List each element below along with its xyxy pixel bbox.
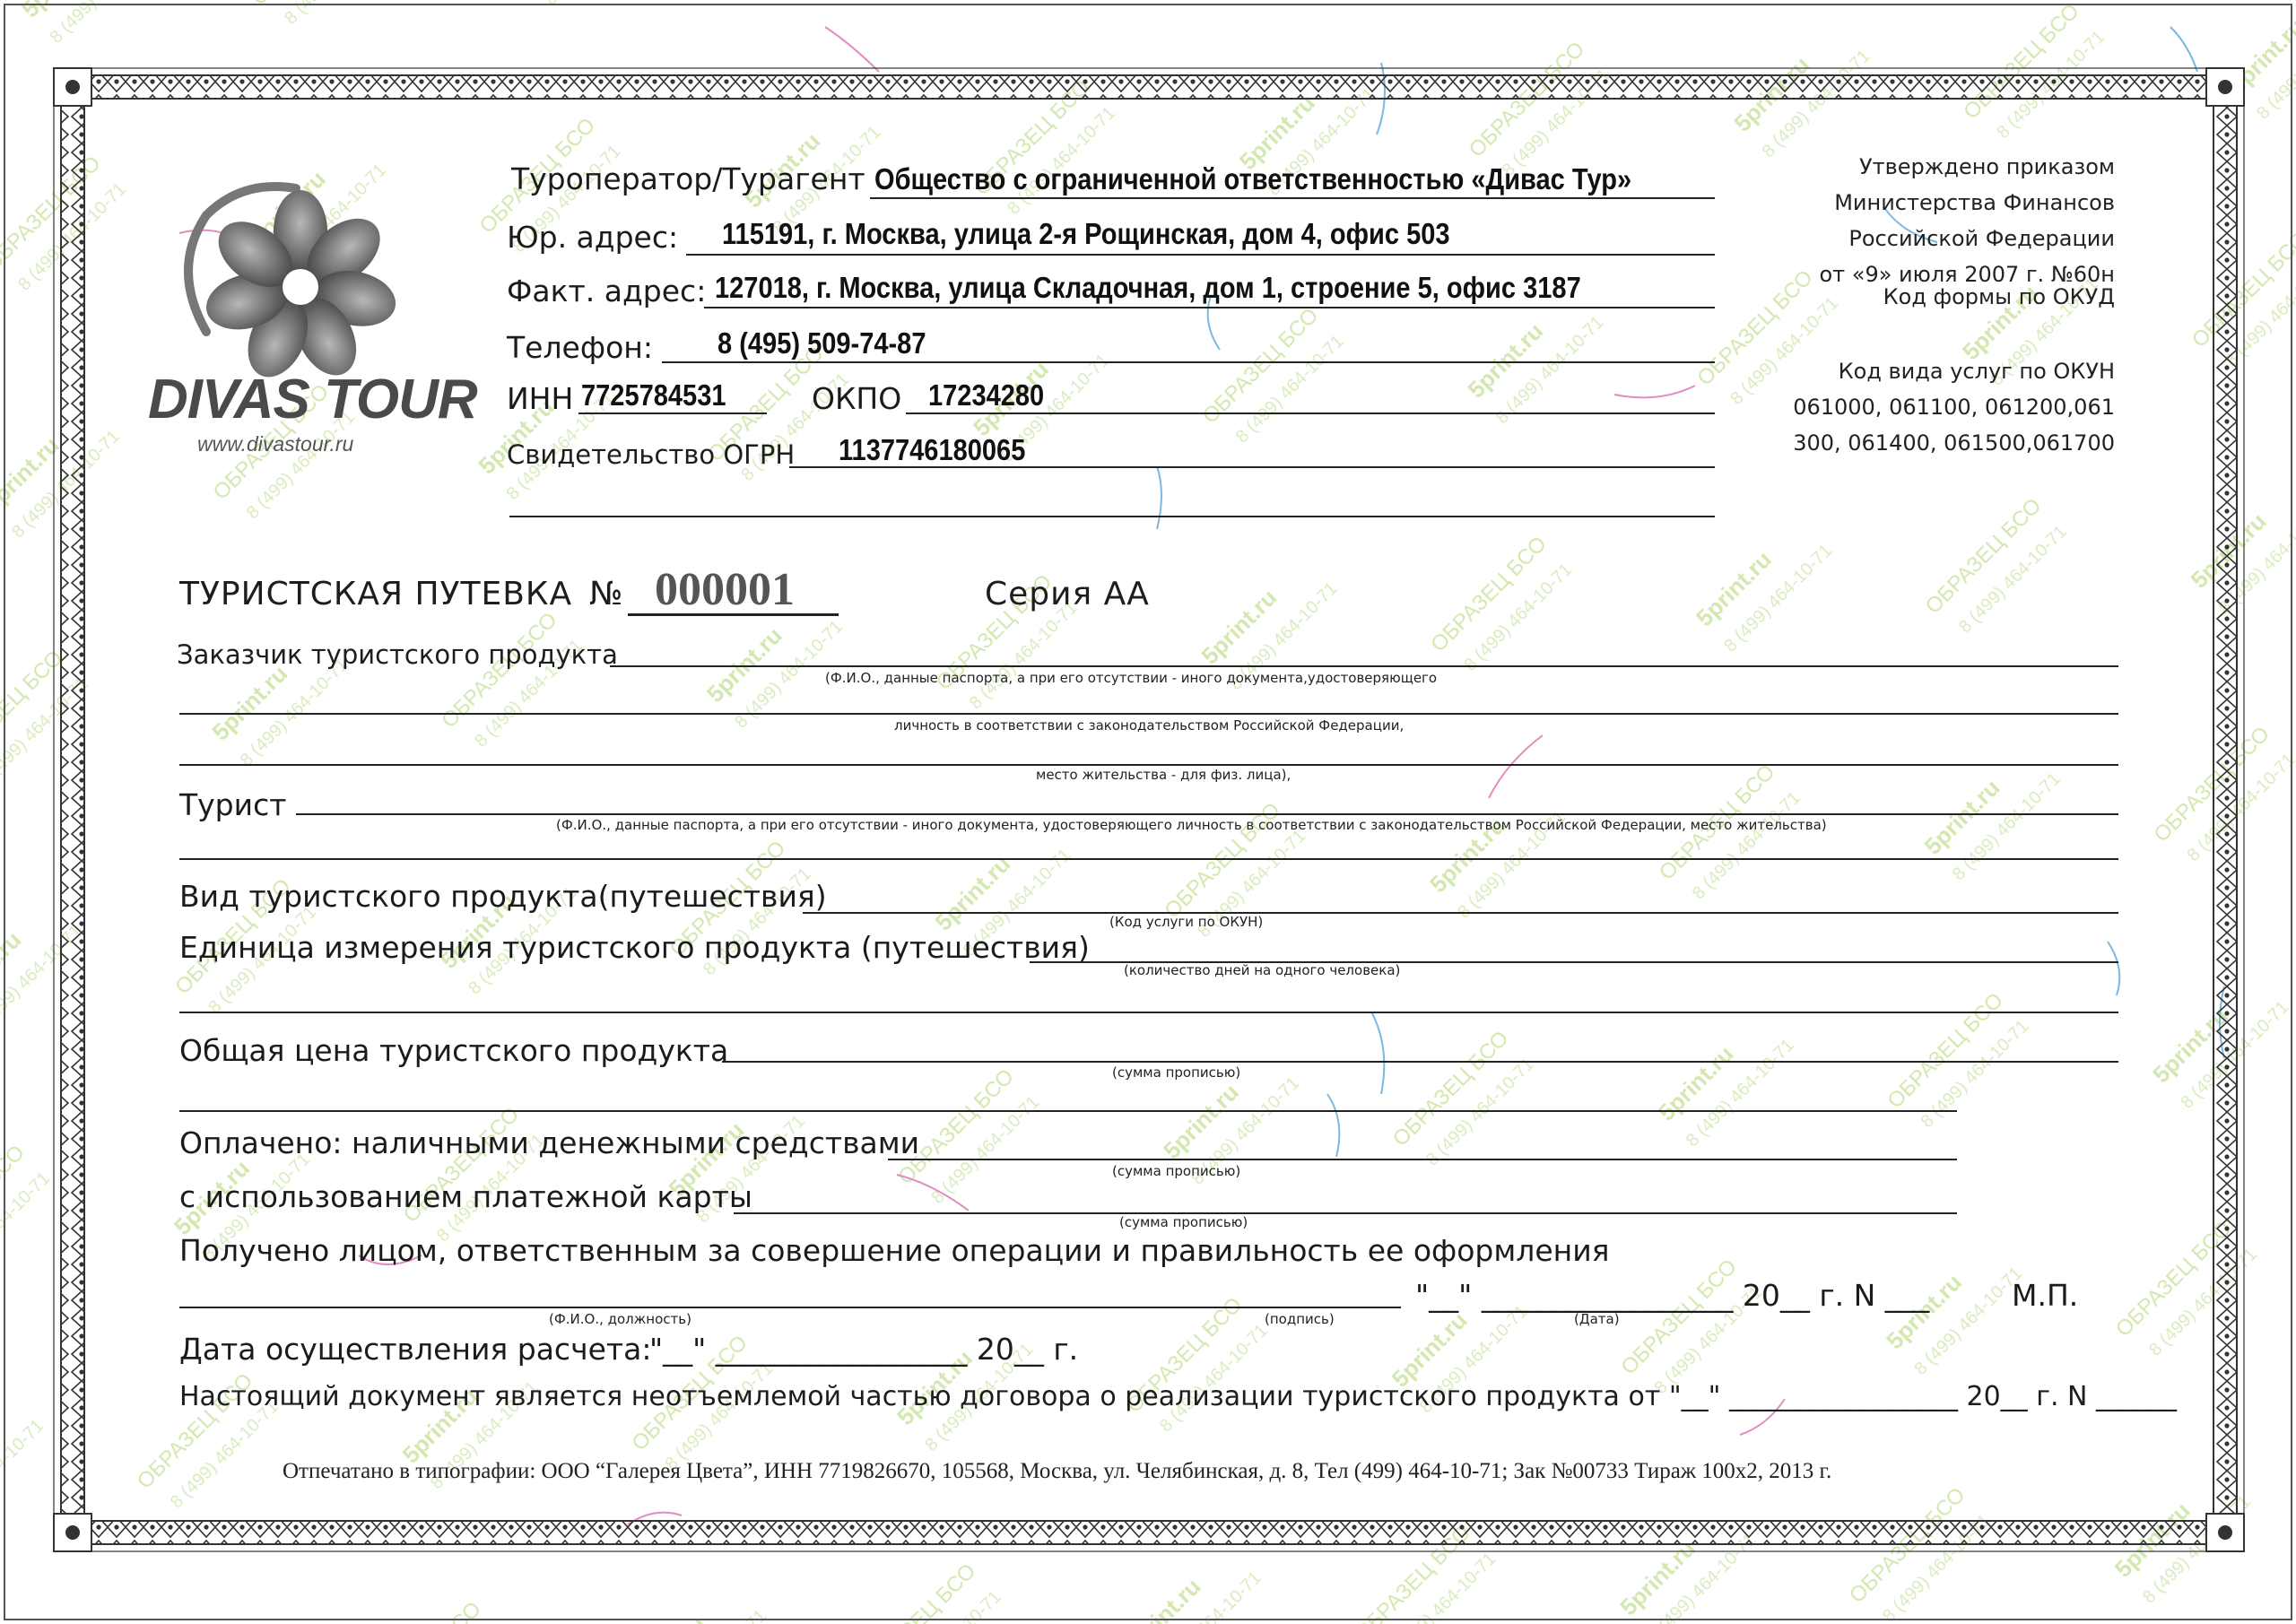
tourist-line-2[interactable] bbox=[179, 858, 2118, 860]
signature-hint: (подпись) bbox=[1265, 1311, 1335, 1327]
okud-label: Код формы по ОКУД bbox=[1883, 284, 2115, 309]
actual-address-value: 127018, г. Москва, улица Складочная, дом 1, строение 5, офис 3187 bbox=[715, 271, 1581, 304]
inn-value: 7725784531 bbox=[581, 378, 726, 412]
customer-hint-1: (Ф.И.О., данные паспорта, а при его отсутствии - иного документа,удостоверяющего bbox=[825, 670, 1438, 686]
card-label: с использованием платежной карты bbox=[179, 1179, 752, 1214]
product-type-hint: (Код услуги по ОКУН) bbox=[1109, 914, 1264, 930]
legal-address-label: Юр. адрес: bbox=[507, 220, 679, 255]
received-fio-hint: (Ф.И.О., должность) bbox=[549, 1311, 691, 1327]
received-date-blank[interactable]: "__" _________________ 20__ г. N ___ bbox=[1415, 1278, 1930, 1313]
product-type-line[interactable] bbox=[803, 912, 2118, 914]
tourist-line-1[interactable] bbox=[296, 813, 2118, 815]
inn-line[interactable] bbox=[578, 413, 767, 414]
frame-bottom bbox=[61, 1521, 2237, 1544]
divas-tour-logo bbox=[148, 179, 477, 466]
legal-address-line[interactable] bbox=[686, 254, 1715, 256]
cash-hint: (сумма прописью) bbox=[1112, 1163, 1241, 1179]
legal-address-value: 115191, г. Москва, улица 2-я Рощинская, дом 4, офис 503 bbox=[722, 217, 1450, 250]
product-type-label: Вид туристского продукта(путешествия) bbox=[179, 879, 827, 914]
phone-line[interactable] bbox=[662, 361, 1715, 363]
cash-label: Оплачено: наличными денежными средствами bbox=[179, 1125, 920, 1160]
okpo-label: ОКПО bbox=[812, 381, 902, 416]
tourist-hint: (Ф.И.О., данные паспорта, а при его отсутствии - иного документа, удостоверяющего личность в соответствии с законодательством Российской Федерации, место жительства) bbox=[556, 817, 1827, 833]
voucher-title: ТУРИСТСКАЯ ПУТЕВКА bbox=[179, 576, 573, 612]
card-hint: (сумма прописью) bbox=[1119, 1214, 1248, 1230]
contract-text: Настоящий документ является неотъемлемой частью договора о реализации туристского продукта от "__" _________________ 20__ г. N ______ bbox=[179, 1381, 2178, 1412]
voucher-number: 000001 bbox=[655, 564, 795, 615]
unit-line-2[interactable] bbox=[179, 1012, 2118, 1013]
okpo-line[interactable] bbox=[906, 413, 1715, 414]
settlement-date-blank[interactable]: "__" _________________ 20__ г. bbox=[649, 1332, 1079, 1367]
customer-label: Заказчик туристского продукта bbox=[177, 639, 618, 670]
actual-address-label: Факт. адрес: bbox=[507, 274, 707, 308]
operator-value: Общество с ограниченной ответственностью «Дивас Тур» bbox=[874, 162, 1632, 195]
customer-hint-2: личность в соответствии с законодательством Российской Федерации, bbox=[894, 717, 1405, 734]
logo-brand: DIVAS TOUR bbox=[148, 369, 477, 430]
inn-label: ИНН bbox=[507, 381, 574, 416]
price-hint: (сумма прописью) bbox=[1112, 1064, 1241, 1081]
ogrn-label: Свидетельство ОГРН bbox=[507, 439, 796, 470]
tourist-label: Турист bbox=[179, 787, 287, 822]
operator-label: Туроператор/Турагент bbox=[511, 161, 865, 196]
unit-hint: (количество дней на одного человека) bbox=[1124, 962, 1401, 978]
ogrn-value: 1137746180065 bbox=[839, 433, 1026, 466]
flower-icon bbox=[152, 179, 457, 395]
customer-hint-3: место жительства - для физ. лица), bbox=[1036, 767, 1292, 783]
settlement-label: Дата осуществления расчета: bbox=[179, 1332, 652, 1367]
logo-website: www.divastour.ru bbox=[197, 432, 354, 456]
phone-label: Телефон: bbox=[507, 330, 653, 365]
date-hint: (Дата) bbox=[1574, 1311, 1620, 1327]
received-label: Получено лицом, ответственным за совершение операции и правильность ее оформления bbox=[179, 1233, 1610, 1268]
approval-line1: Утверждено приказом bbox=[1858, 154, 2115, 179]
okpo-value: 17234280 bbox=[928, 378, 1045, 412]
frame-left bbox=[61, 75, 84, 1544]
unit-label: Единица измерения туристского продукта (путешествия) bbox=[179, 930, 1090, 965]
customer-line-2[interactable] bbox=[179, 713, 2118, 715]
customer-line-3[interactable] bbox=[179, 764, 2118, 766]
received-fio-line[interactable] bbox=[179, 1307, 1401, 1308]
approval-line3: Российской Федерации bbox=[1848, 226, 2115, 251]
number-sign: № bbox=[589, 576, 624, 612]
customer-line-1[interactable] bbox=[610, 665, 2118, 667]
frame-right bbox=[2213, 75, 2237, 1544]
price-line-1[interactable] bbox=[722, 1061, 2118, 1063]
approval-line4: от «9» июля 2007 г. №60н bbox=[1819, 262, 2115, 287]
okun-codes-1: 061000, 061100, 061200,061 bbox=[1793, 395, 2115, 420]
okun-label: Код вида услуг по ОКУН bbox=[1838, 359, 2115, 384]
price-label: Общая цена туристского продукта bbox=[179, 1033, 729, 1068]
actual-address-line[interactable] bbox=[704, 307, 1715, 308]
stamp-label: М.П. bbox=[2012, 1278, 2079, 1313]
operator-line[interactable] bbox=[870, 197, 1715, 199]
extra-operator-line[interactable] bbox=[509, 516, 1715, 517]
approval-line2: Министерства Финансов bbox=[1834, 190, 2115, 215]
card-line[interactable] bbox=[734, 1212, 1957, 1214]
okun-codes-2: 300, 061400, 061500,061700 bbox=[1793, 430, 2115, 456]
phone-value: 8 (495) 509-74-87 bbox=[718, 326, 926, 360]
voucher-series: Серия АА bbox=[985, 576, 1150, 612]
printed-by: Отпечатано в типографии: ООО “Галерея Цвета”, ИНН 7719826670, 105568, Москва, ул. Челябинская, д. 8, Тел (499) 464-10-71; Зак №00733 Тираж 100х2, 2013 г. bbox=[283, 1459, 1832, 1483]
price-line-2[interactable] bbox=[179, 1110, 1957, 1112]
cash-line[interactable] bbox=[888, 1159, 1957, 1160]
frame-top bbox=[61, 75, 2237, 99]
